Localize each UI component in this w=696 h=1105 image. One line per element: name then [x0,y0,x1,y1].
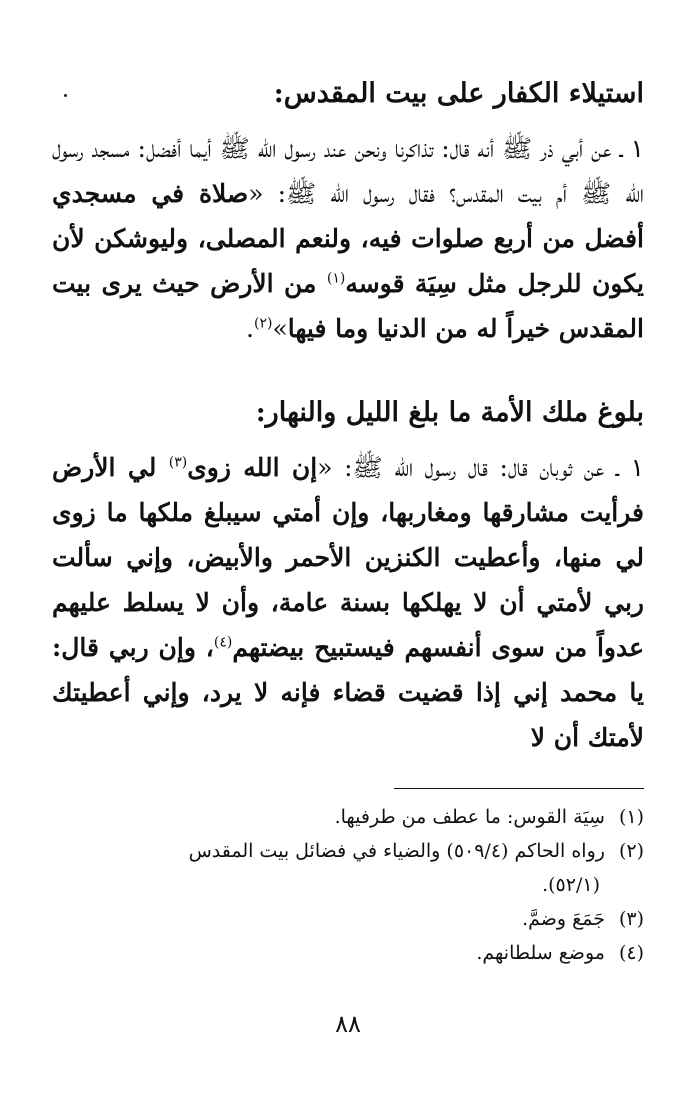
end-period: . [246,314,254,343]
footnote-number: (٣) [618,908,644,930]
footnote-2 [52,834,644,868]
footnote-ref-4[interactable]: (٤) [213,634,233,651]
footnote-4 [52,936,644,970]
hadith-quote-part-b: من الأرض حيث يرى بيت المقدس خيراً له من الدنيا وما فيها [52,269,644,343]
footnote-ref-3[interactable]: (٣) [168,454,188,471]
footnote-divider [394,788,644,789]
hadith-quote-part-a: صلاة في مسجدي أفضل من أربع صلوات فيه، ولنعم المصلى، وليوشكن لأن يكون للرجل مثل سِيَة قوسه [52,179,644,298]
footnote-text: جَمَعَ وضمَّ. [522,908,605,930]
footnote-number: (١) [618,806,644,828]
footnotes [52,800,644,970]
page-number: ٨٨ [335,1010,361,1038]
footnote-1 [52,800,644,834]
hadith-intro: ١ ـ عن ثوبان قال: قال رسول الله ﷺ: « [317,453,644,482]
footnote-text: رواه الحاكم (٥٠٩/٤) والضياء في فضائل بيت المقدس [188,840,605,862]
hadith-quote-part-a: إن الله زوى [187,453,318,482]
hadith-paragraph-1 [52,126,644,351]
section-heading-jerusalem: استيلاء الكفار على بيت المقدس: [273,78,644,109]
footnote-3 [52,902,644,936]
hadith-intro: ١ ـ عن أبي ذر ﷺ أنه قال: تذاكرنا ونحن عند رسول الله ﷺ أيما أفضل: مسجد رسول الله ﷺ أم بيت المقدس؟ فقال رسول الله ﷺ: « [52,134,644,208]
footnote-2-continuation: (٥٢/١). [542,874,600,896]
footnote-number: (٢) [618,840,644,862]
section-heading-ummah-dominion: بلوغ ملك الأمة ما بلغ الليل والنهار: [255,397,644,428]
hadith-paragraph-2 [52,445,644,760]
footnote-number: (٤) [618,942,644,964]
hadith-quote-part-b: لي الأرض فرأيت مشارقها ومغاربها، وإن أمتي سيبلغ ملكها ما زوى لي منها، وأعطيت الكنزين الأحمر والأبيض، وإني سألت ربي لأمتي أن لا يهلكها بسنة عامة، وأن لا يسلط عليهم عدواً من سوى أنفسهم فيستبيح بيضتهم [52,453,644,662]
quote-close-mark: » [272,314,288,343]
footnote-text: سِيَة القوس: ما عطف من طرفيها. [334,806,605,828]
footnote-ref-1[interactable]: (١) [326,270,346,287]
footnote-text: موضع سلطانهم. [476,942,605,964]
page-body [52,70,644,760]
hadith-quote-part-c: ، وإن ربي قال: يا محمد إني إذا قضيت قضاء فإنه لا يرد، وإني أعطيتك لأمتك أن لا [52,633,644,752]
footnote-ref-2[interactable]: (٢) [254,315,273,332]
